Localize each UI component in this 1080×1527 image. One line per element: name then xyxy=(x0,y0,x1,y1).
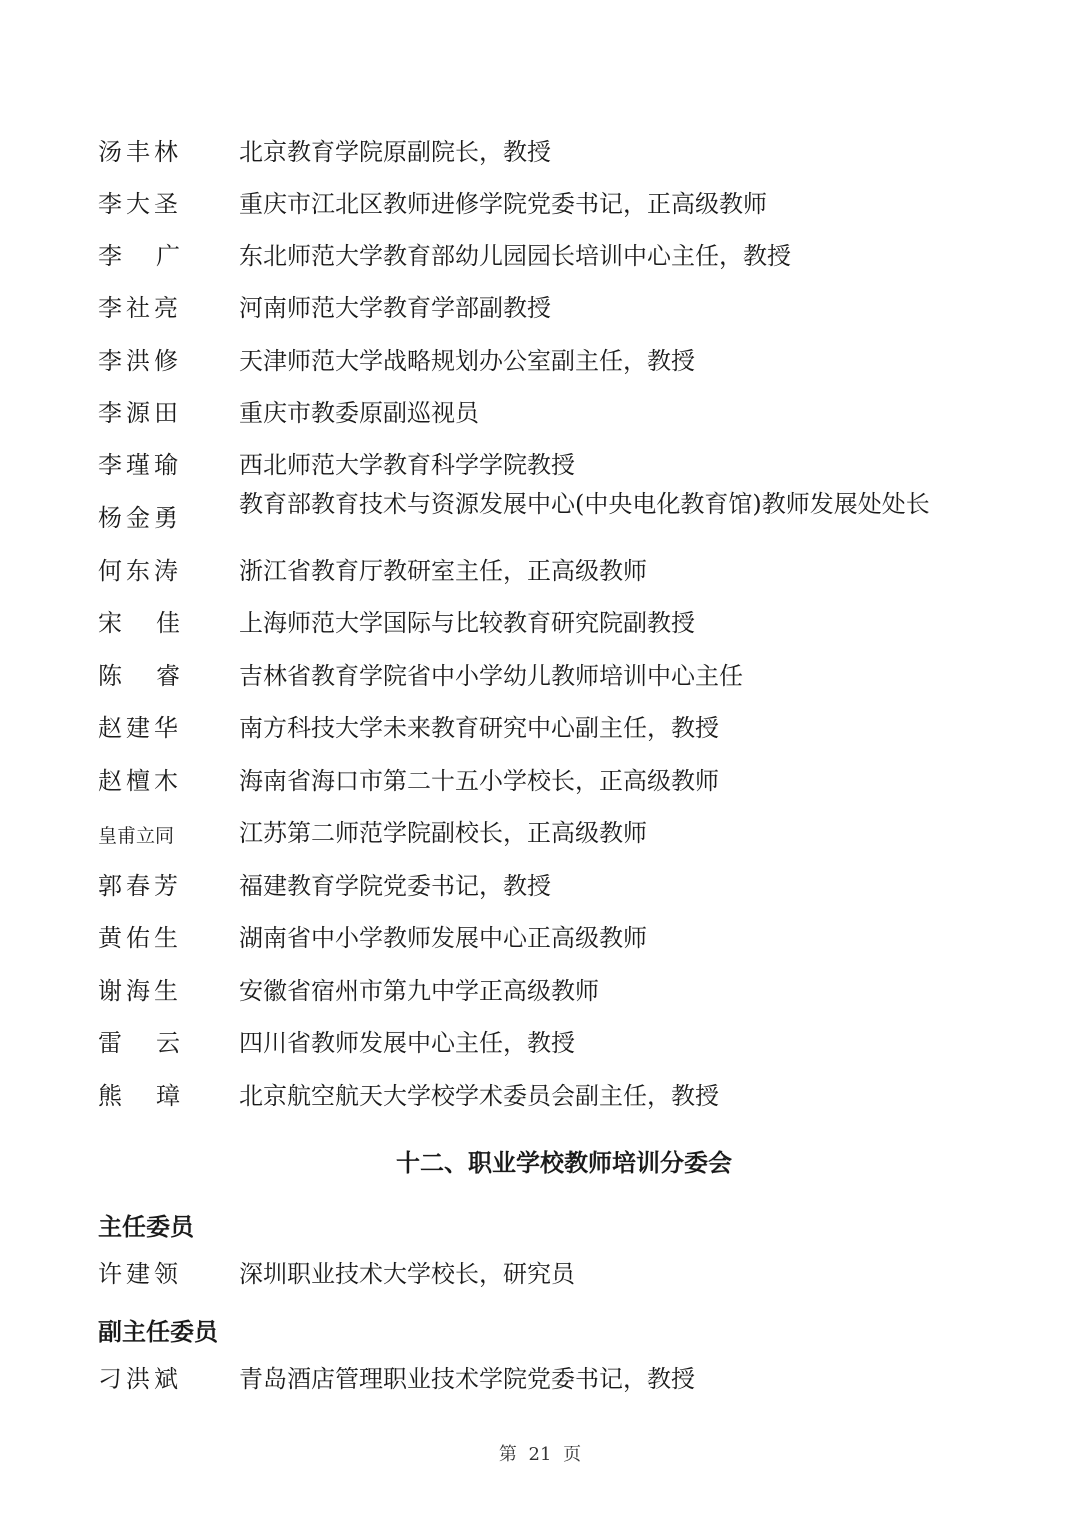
member-name: 何东涛 xyxy=(98,557,182,585)
member-desc: 江苏第二师范学院副校长，正高级教师 xyxy=(239,819,647,847)
member-row xyxy=(98,241,978,281)
member-row xyxy=(98,818,978,858)
member-row xyxy=(98,713,978,753)
member-desc: 河南师范大学教育学部副教授 xyxy=(239,294,551,322)
member-name: 汤丰林 xyxy=(98,138,182,166)
member-name: 赵建华 xyxy=(98,714,182,742)
deputy-heading: 副主任委员 xyxy=(98,1318,218,1346)
member-row xyxy=(98,608,978,648)
member-desc: 海南省海口市第二十五小学校长，正高级教师 xyxy=(239,767,719,795)
member-row xyxy=(98,490,978,543)
member-name xyxy=(98,1081,180,1111)
member-row xyxy=(98,766,978,806)
member-name: 李瑾瑜 xyxy=(98,451,182,479)
name-char: 陈 xyxy=(98,662,122,690)
member-name: 杨金勇 xyxy=(98,504,182,532)
director-row xyxy=(98,1259,978,1299)
page-number: 第 21 页 xyxy=(498,1444,582,1465)
member-row xyxy=(98,556,978,596)
member-name: 李社亮 xyxy=(98,294,182,322)
member-row xyxy=(98,1081,978,1121)
member-desc: 教育部教育技术与资源发展中心(中央电化教育馆)教师发展处处长 xyxy=(239,490,930,518)
member-row xyxy=(98,976,978,1016)
member-name: 赵檀木 xyxy=(98,767,182,795)
member-desc: 青岛酒店管理职业技术学院党委书记，教授 xyxy=(239,1365,695,1393)
member-desc: 南方科技大学未来教育研究中心副主任，教授 xyxy=(239,714,719,742)
member-row xyxy=(98,871,978,911)
name-char: 睿 xyxy=(156,662,180,690)
member-name xyxy=(98,1028,180,1058)
member-desc: 福建教育学院党委书记，教授 xyxy=(239,872,551,900)
name-char: 李 xyxy=(98,242,122,270)
member-desc: 上海师范大学国际与比较教育研究院副教授 xyxy=(239,609,695,637)
member-desc: 东北师范大学教育部幼儿园园长培训中心主任，教授 xyxy=(239,242,791,270)
member-name: 李大圣 xyxy=(98,190,182,218)
member-row xyxy=(98,398,978,438)
name-char: 璋 xyxy=(156,1082,180,1110)
member-row xyxy=(98,137,978,177)
member-row xyxy=(98,293,978,333)
deputy-row xyxy=(98,1364,978,1404)
member-desc: 湖南省中小学教师发展中心正高级教师 xyxy=(239,924,647,952)
member-desc: 吉林省教育学院省中小学幼儿教师培训中心主任 xyxy=(239,662,743,690)
name-char: 熊 xyxy=(98,1082,122,1110)
member-desc: 深圳职业技术大学校长，研究员 xyxy=(239,1260,575,1288)
member-name xyxy=(98,608,180,638)
member-desc: 天津师范大学战略规划办公室副主任，教授 xyxy=(239,347,695,375)
member-desc: 重庆市江北区教师进修学院党委书记，正高级教师 xyxy=(239,190,767,218)
member-name: 郭春芳 xyxy=(98,872,182,900)
member-name: 皇甫立同 xyxy=(98,825,175,847)
member-row xyxy=(98,450,978,490)
name-char: 云 xyxy=(156,1029,180,1057)
name-char: 广 xyxy=(156,242,180,270)
member-desc: 四川省教师发展中心主任，教授 xyxy=(239,1029,575,1057)
member-row xyxy=(98,1028,978,1068)
member-name xyxy=(98,661,180,691)
name-char: 雷 xyxy=(98,1029,122,1057)
member-row xyxy=(98,189,978,229)
member-name: 刁洪斌 xyxy=(98,1365,182,1393)
member-desc: 西北师范大学教育科学学院教授 xyxy=(239,451,575,479)
member-name: 李洪修 xyxy=(98,347,182,375)
member-desc: 安徽省宿州市第九中学正高级教师 xyxy=(239,977,599,1005)
member-row xyxy=(98,346,978,386)
member-row xyxy=(98,661,978,701)
member-name: 许建领 xyxy=(98,1260,182,1288)
member-row xyxy=(98,923,978,963)
member-name xyxy=(98,241,180,271)
member-name: 黄佑生 xyxy=(98,924,182,952)
section-title: 十二、职业学校教师培训分委会 xyxy=(396,1149,732,1177)
name-char: 佳 xyxy=(156,609,180,637)
name-char: 宋 xyxy=(98,609,122,637)
member-desc: 浙江省教育厅教研室主任，正高级教师 xyxy=(239,557,647,585)
director-heading: 主任委员 xyxy=(98,1213,194,1241)
member-name: 李源田 xyxy=(98,399,182,427)
member-desc: 北京航空航天大学校学术委员会副主任，教授 xyxy=(239,1082,719,1110)
member-desc: 北京教育学院原副院长，教授 xyxy=(239,138,551,166)
member-name: 谢海生 xyxy=(98,977,182,1005)
member-desc: 重庆市教委原副巡视员 xyxy=(239,399,479,427)
